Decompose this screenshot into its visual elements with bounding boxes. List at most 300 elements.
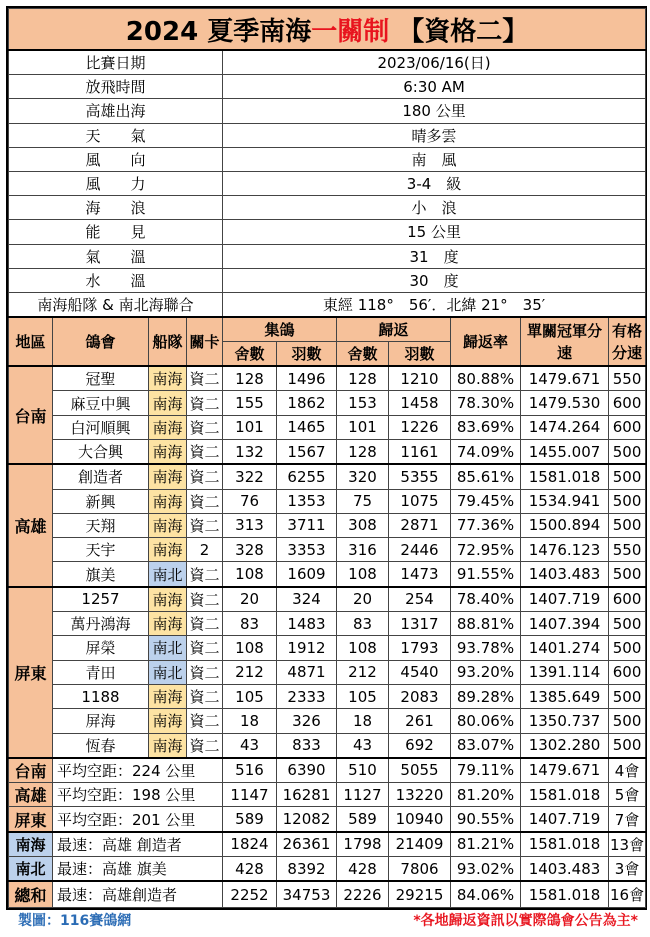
info-label: 南海船隊 & 南北海聯合 <box>9 292 223 317</box>
summary-row <box>9 832 646 857</box>
stage-name: 資二 <box>187 489 223 513</box>
summary-row <box>9 881 646 907</box>
collect-sheds: 328 <box>223 538 277 562</box>
return-rate: 74.09% <box>451 439 521 464</box>
club-count: 5會 <box>609 783 646 807</box>
collect-birds: 16281 <box>277 783 337 807</box>
return-sheds: 2226 <box>337 881 389 907</box>
collect-birds: 3711 <box>277 513 337 537</box>
return-birds: 7806 <box>389 857 451 882</box>
team-name: 南海 <box>149 733 187 758</box>
collect-sheds: 428 <box>223 857 277 882</box>
info-label: 能 見 <box>9 220 223 244</box>
winner-speed: 1500.894 <box>521 513 609 537</box>
team-name: 南北 <box>149 636 187 660</box>
stage-name: 資二 <box>187 366 223 391</box>
collect-birds: 326 <box>277 709 337 733</box>
collect-sheds: 2252 <box>223 881 277 907</box>
table-row <box>9 366 646 391</box>
info-label: 比賽日期 <box>9 50 223 75</box>
return-sheds: 101 <box>337 415 389 439</box>
qual-speed: 500 <box>609 612 646 636</box>
stage-name: 資二 <box>187 391 223 415</box>
return-rate: 79.45% <box>451 489 521 513</box>
collect-sheds: 516 <box>223 758 277 783</box>
club-name: 天翔 <box>53 513 149 537</box>
team-name: 南海 <box>149 587 187 612</box>
summary-name: 高雄 <box>9 783 53 807</box>
winner-speed: 1479.530 <box>521 391 609 415</box>
return-rate: 93.20% <box>451 660 521 684</box>
info-label: 天 氣 <box>9 123 223 147</box>
winner-speed: 1581.018 <box>521 783 609 807</box>
return-sheds: 43 <box>337 733 389 758</box>
qual-speed: 600 <box>609 660 646 684</box>
return-sheds: 108 <box>337 636 389 660</box>
header-speed <box>521 317 609 366</box>
collect-birds: 3353 <box>277 538 337 562</box>
header-stage <box>187 317 223 366</box>
title-row <box>9 9 646 51</box>
collect-sheds: 76 <box>223 489 277 513</box>
team-name: 南海 <box>149 415 187 439</box>
return-birds: 261 <box>389 709 451 733</box>
return-birds: 4540 <box>389 660 451 684</box>
return-rate: 91.55% <box>451 562 521 587</box>
table-row <box>9 684 646 708</box>
collect-sheds: 212 <box>223 660 277 684</box>
info-value: 180 公里 <box>223 99 646 123</box>
return-sheds: 510 <box>337 758 389 783</box>
club-name: 白河順興 <box>53 415 149 439</box>
table-row <box>9 538 646 562</box>
qual-speed: 500 <box>609 464 646 489</box>
collect-sheds: 105 <box>223 684 277 708</box>
winner-speed: 1385.649 <box>521 684 609 708</box>
collect-sheds: 20 <box>223 587 277 612</box>
return-birds: 1793 <box>389 636 451 660</box>
h-team-text: 船隊 <box>152 332 183 351</box>
club-name: 天宇 <box>53 538 149 562</box>
collect-birds: 324 <box>277 587 337 612</box>
summary-desc: 最速：高雄 創造者 <box>53 832 223 857</box>
return-sheds: 128 <box>337 366 389 391</box>
h-stage-text: 關卡 <box>189 332 220 351</box>
return-rate: 85.61% <box>451 464 521 489</box>
table-row <box>9 636 646 660</box>
info-value: 2023/06/16(日) <box>223 50 646 75</box>
collect-birds: 1353 <box>277 489 337 513</box>
stage-name: 資二 <box>187 684 223 708</box>
qual-speed: 600 <box>609 415 646 439</box>
header-return-birds: 羽數 <box>389 342 451 367</box>
club-count: 13會 <box>609 832 646 857</box>
info-row <box>9 171 646 195</box>
results-table <box>8 8 646 908</box>
club-results <box>9 366 646 758</box>
team-name: 南海 <box>149 464 187 489</box>
stage-name: 資二 <box>187 562 223 587</box>
qual-speed: 500 <box>609 439 646 464</box>
return-sheds: 105 <box>337 684 389 708</box>
qual-speed: 500 <box>609 562 646 587</box>
winner-speed: 1350.737 <box>521 709 609 733</box>
return-rate: 89.28% <box>451 684 521 708</box>
team-name: 南海 <box>149 439 187 464</box>
collect-birds: 833 <box>277 733 337 758</box>
table-row <box>9 612 646 636</box>
return-birds: 5355 <box>389 464 451 489</box>
return-rate: 79.11% <box>451 758 521 783</box>
return-birds: 1458 <box>389 391 451 415</box>
return-sheds: 108 <box>337 562 389 587</box>
winner-speed: 1407.719 <box>521 807 609 832</box>
page-title <box>9 9 646 51</box>
return-rate: 77.36% <box>451 513 521 537</box>
info-row <box>9 99 646 123</box>
stage-name: 資二 <box>187 733 223 758</box>
info-label: 風 力 <box>9 171 223 195</box>
return-birds: 254 <box>389 587 451 612</box>
summary-desc: 平均空距：201 公里 <box>53 807 223 832</box>
return-rate: 88.81% <box>451 612 521 636</box>
collect-sheds: 313 <box>223 513 277 537</box>
club-name: 屏海 <box>53 709 149 733</box>
return-birds: 2446 <box>389 538 451 562</box>
summary-desc: 平均空距：198 公里 <box>53 783 223 807</box>
qual-speed: 500 <box>609 684 646 708</box>
info-label: 氣 溫 <box>9 244 223 268</box>
qual-speed: 500 <box>609 733 646 758</box>
collect-birds: 4871 <box>277 660 337 684</box>
return-rate: 78.40% <box>451 587 521 612</box>
table-row <box>9 513 646 537</box>
return-rate: 80.06% <box>451 709 521 733</box>
table-row <box>9 733 646 758</box>
winner-speed: 1407.719 <box>521 587 609 612</box>
return-birds: 2083 <box>389 684 451 708</box>
header-return: 歸返 <box>337 317 451 342</box>
header-collect-sheds: 舍數 <box>223 342 277 367</box>
qual-speed: 500 <box>609 636 646 660</box>
title-prefix: 2024 夏季南海 <box>125 16 312 47</box>
return-rate: 80.88% <box>451 366 521 391</box>
club-count: 4會 <box>609 758 646 783</box>
return-birds: 1075 <box>389 489 451 513</box>
collect-birds: 12082 <box>277 807 337 832</box>
info-value: 30 度 <box>223 268 646 292</box>
header-region: 地區 <box>9 317 53 366</box>
info-value: 晴多雲 <box>223 123 646 147</box>
table-row <box>9 587 646 612</box>
team-name: 南海 <box>149 366 187 391</box>
return-rate: 72.95% <box>451 538 521 562</box>
info-label: 海 浪 <box>9 196 223 220</box>
qual-speed: 550 <box>609 366 646 391</box>
info-row <box>9 196 646 220</box>
table-row <box>9 709 646 733</box>
return-birds: 29215 <box>389 881 451 907</box>
club-name: 青田 <box>53 660 149 684</box>
winner-speed: 1407.394 <box>521 612 609 636</box>
footer-note: *各地歸返資訊以實際鴿會公告為主* <box>413 913 638 929</box>
summary-name: 南北 <box>9 857 53 882</box>
title-highlight: 一關制 <box>311 16 390 47</box>
collect-birds: 1609 <box>277 562 337 587</box>
info-label: 高雄出海 <box>9 99 223 123</box>
info-value: 南 風 <box>223 147 646 171</box>
info-value: 小 浪 <box>223 196 646 220</box>
h-qual-text: 有格分速 <box>612 321 643 362</box>
return-sheds: 128 <box>337 439 389 464</box>
summary-rows <box>9 758 646 907</box>
header-club: 鴿會 <box>53 317 149 366</box>
header-return-sheds: 舍數 <box>337 342 389 367</box>
collect-sheds: 101 <box>223 415 277 439</box>
club-count: 3會 <box>609 857 646 882</box>
return-sheds: 308 <box>337 513 389 537</box>
stage-name: 資二 <box>187 464 223 489</box>
collect-sheds: 322 <box>223 464 277 489</box>
summary-name: 台南 <box>9 758 53 783</box>
club-name: 新興 <box>53 489 149 513</box>
summary-desc: 最速：高雄創造者 <box>53 881 223 907</box>
header-rate: 歸返率 <box>451 317 521 366</box>
team-name: 南北 <box>149 562 187 587</box>
return-sheds: 18 <box>337 709 389 733</box>
title-suffix: 【資格二】 <box>389 16 529 47</box>
summary-row <box>9 783 646 807</box>
winner-speed: 1403.483 <box>521 562 609 587</box>
collect-sheds: 132 <box>223 439 277 464</box>
collect-birds: 1465 <box>277 415 337 439</box>
winner-speed: 1479.671 <box>521 758 609 783</box>
info-row <box>9 244 646 268</box>
info-row <box>9 123 646 147</box>
collect-sheds: 83 <box>223 612 277 636</box>
return-rate: 93.78% <box>451 636 521 660</box>
return-rate: 83.07% <box>451 733 521 758</box>
header-row-1 <box>9 317 646 342</box>
club-name: 冠聖 <box>53 366 149 391</box>
table-row <box>9 464 646 489</box>
race-info <box>9 50 646 317</box>
collect-sheds: 155 <box>223 391 277 415</box>
winner-speed: 1403.483 <box>521 857 609 882</box>
team-name: 南海 <box>149 489 187 513</box>
return-sheds: 20 <box>337 587 389 612</box>
qual-speed: 600 <box>609 587 646 612</box>
return-sheds: 428 <box>337 857 389 882</box>
stage-name: 資二 <box>187 612 223 636</box>
club-name: 恆春 <box>53 733 149 758</box>
team-name: 南海 <box>149 612 187 636</box>
return-sheds: 153 <box>337 391 389 415</box>
info-row <box>9 75 646 99</box>
winner-speed: 1479.671 <box>521 366 609 391</box>
header-qual <box>609 317 646 366</box>
qual-speed: 500 <box>609 513 646 537</box>
return-birds: 2871 <box>389 513 451 537</box>
stage-name: 資二 <box>187 636 223 660</box>
return-birds: 1226 <box>389 415 451 439</box>
header-collect-birds: 羽數 <box>277 342 337 367</box>
return-birds: 13220 <box>389 783 451 807</box>
return-rate: 81.20% <box>451 783 521 807</box>
info-row <box>9 147 646 171</box>
region-name: 高雄 <box>9 464 53 586</box>
info-value: 3-4 級 <box>223 171 646 195</box>
collect-sheds: 43 <box>223 733 277 758</box>
h-speed-text: 單關冠軍分速 <box>526 321 602 362</box>
collect-sheds: 18 <box>223 709 277 733</box>
summary-row <box>9 758 646 783</box>
return-birds: 1210 <box>389 366 451 391</box>
return-rate: 84.06% <box>451 881 521 907</box>
collect-sheds: 1147 <box>223 783 277 807</box>
team-name: 南海 <box>149 538 187 562</box>
table-row <box>9 439 646 464</box>
collect-birds: 1567 <box>277 439 337 464</box>
club-name: 萬丹鴻海 <box>53 612 149 636</box>
return-sheds: 589 <box>337 807 389 832</box>
summary-row <box>9 807 646 832</box>
footer <box>10 906 642 932</box>
winner-speed: 1302.280 <box>521 733 609 758</box>
collect-birds: 26361 <box>277 832 337 857</box>
summary-name: 總和 <box>9 881 53 907</box>
stage-name: 資二 <box>187 513 223 537</box>
team-name: 南北 <box>149 660 187 684</box>
info-label: 放飛時間 <box>9 75 223 99</box>
summary-row <box>9 857 646 882</box>
info-label: 風 向 <box>9 147 223 171</box>
collect-birds: 8392 <box>277 857 337 882</box>
winner-speed: 1474.264 <box>521 415 609 439</box>
qual-speed: 550 <box>609 538 646 562</box>
stage-name: 資二 <box>187 660 223 684</box>
winner-speed: 1581.018 <box>521 881 609 907</box>
winner-speed: 1391.114 <box>521 660 609 684</box>
collect-birds: 6255 <box>277 464 337 489</box>
info-row <box>9 268 646 292</box>
info-row <box>9 220 646 244</box>
collect-sheds: 108 <box>223 636 277 660</box>
winner-speed: 1476.123 <box>521 538 609 562</box>
info-value: 15 公里 <box>223 220 646 244</box>
winner-speed: 1455.007 <box>521 439 609 464</box>
stage-name: 資二 <box>187 415 223 439</box>
return-sheds: 1127 <box>337 783 389 807</box>
info-value: 31 度 <box>223 244 646 268</box>
table-row <box>9 489 646 513</box>
return-sheds: 212 <box>337 660 389 684</box>
return-rate: 78.30% <box>451 391 521 415</box>
winner-speed: 1534.941 <box>521 489 609 513</box>
stage-name: 資二 <box>187 439 223 464</box>
return-rate: 93.02% <box>451 857 521 882</box>
header-collect: 集鴿 <box>223 317 337 342</box>
collect-sheds: 128 <box>223 366 277 391</box>
info-value: 東經 118° 56′．北緯 21° 35′ <box>223 292 646 317</box>
stage-name: 資二 <box>187 709 223 733</box>
club-name: 麻豆中興 <box>53 391 149 415</box>
summary-desc: 平均空距：224 公里 <box>53 758 223 783</box>
collect-birds: 2333 <box>277 684 337 708</box>
winner-speed: 1401.274 <box>521 636 609 660</box>
qual-speed: 600 <box>609 391 646 415</box>
club-name: 1257 <box>53 587 149 612</box>
region-name: 台南 <box>9 366 53 464</box>
return-birds: 10940 <box>389 807 451 832</box>
winner-speed: 1581.018 <box>521 832 609 857</box>
club-name: 大合興 <box>53 439 149 464</box>
return-birds: 692 <box>389 733 451 758</box>
info-row <box>9 50 646 75</box>
table-row <box>9 391 646 415</box>
footer-credit: 製圖：116賽鴿網 <box>18 913 132 929</box>
return-birds: 1473 <box>389 562 451 587</box>
return-sheds: 83 <box>337 612 389 636</box>
header-team <box>149 317 187 366</box>
return-birds: 21409 <box>389 832 451 857</box>
table-row <box>9 660 646 684</box>
return-birds: 5055 <box>389 758 451 783</box>
summary-name: 屏東 <box>9 807 53 832</box>
club-name: 旗美 <box>53 562 149 587</box>
collect-sheds: 589 <box>223 807 277 832</box>
summary-name: 南海 <box>9 832 53 857</box>
stage-name: 2 <box>187 538 223 562</box>
results-sheet <box>6 6 647 910</box>
winner-speed: 1581.018 <box>521 464 609 489</box>
collect-sheds: 1824 <box>223 832 277 857</box>
return-sheds: 75 <box>337 489 389 513</box>
collect-birds: 6390 <box>277 758 337 783</box>
qual-speed: 500 <box>609 709 646 733</box>
collect-birds: 1912 <box>277 636 337 660</box>
team-name: 南海 <box>149 684 187 708</box>
return-sheds: 316 <box>337 538 389 562</box>
club-name: 1188 <box>53 684 149 708</box>
return-sheds: 320 <box>337 464 389 489</box>
table-row <box>9 562 646 587</box>
return-sheds: 1798 <box>337 832 389 857</box>
qual-speed: 500 <box>609 489 646 513</box>
region-name: 屏東 <box>9 587 53 758</box>
summary-desc: 最速：高雄 旗美 <box>53 857 223 882</box>
return-rate: 83.69% <box>451 415 521 439</box>
info-row <box>9 292 646 317</box>
team-name: 南海 <box>149 709 187 733</box>
club-count: 7會 <box>609 807 646 832</box>
club-name: 創造者 <box>53 464 149 489</box>
team-name: 南海 <box>149 391 187 415</box>
return-birds: 1317 <box>389 612 451 636</box>
return-rate: 81.21% <box>451 832 521 857</box>
info-label: 水 溫 <box>9 268 223 292</box>
return-rate: 90.55% <box>451 807 521 832</box>
collect-birds: 1862 <box>277 391 337 415</box>
collect-birds: 34753 <box>277 881 337 907</box>
info-value: 6:30 AM <box>223 75 646 99</box>
stage-name: 資二 <box>187 587 223 612</box>
table-row <box>9 415 646 439</box>
team-name: 南海 <box>149 513 187 537</box>
collect-sheds: 108 <box>223 562 277 587</box>
club-count: 16會 <box>609 881 646 907</box>
club-name: 屏榮 <box>53 636 149 660</box>
